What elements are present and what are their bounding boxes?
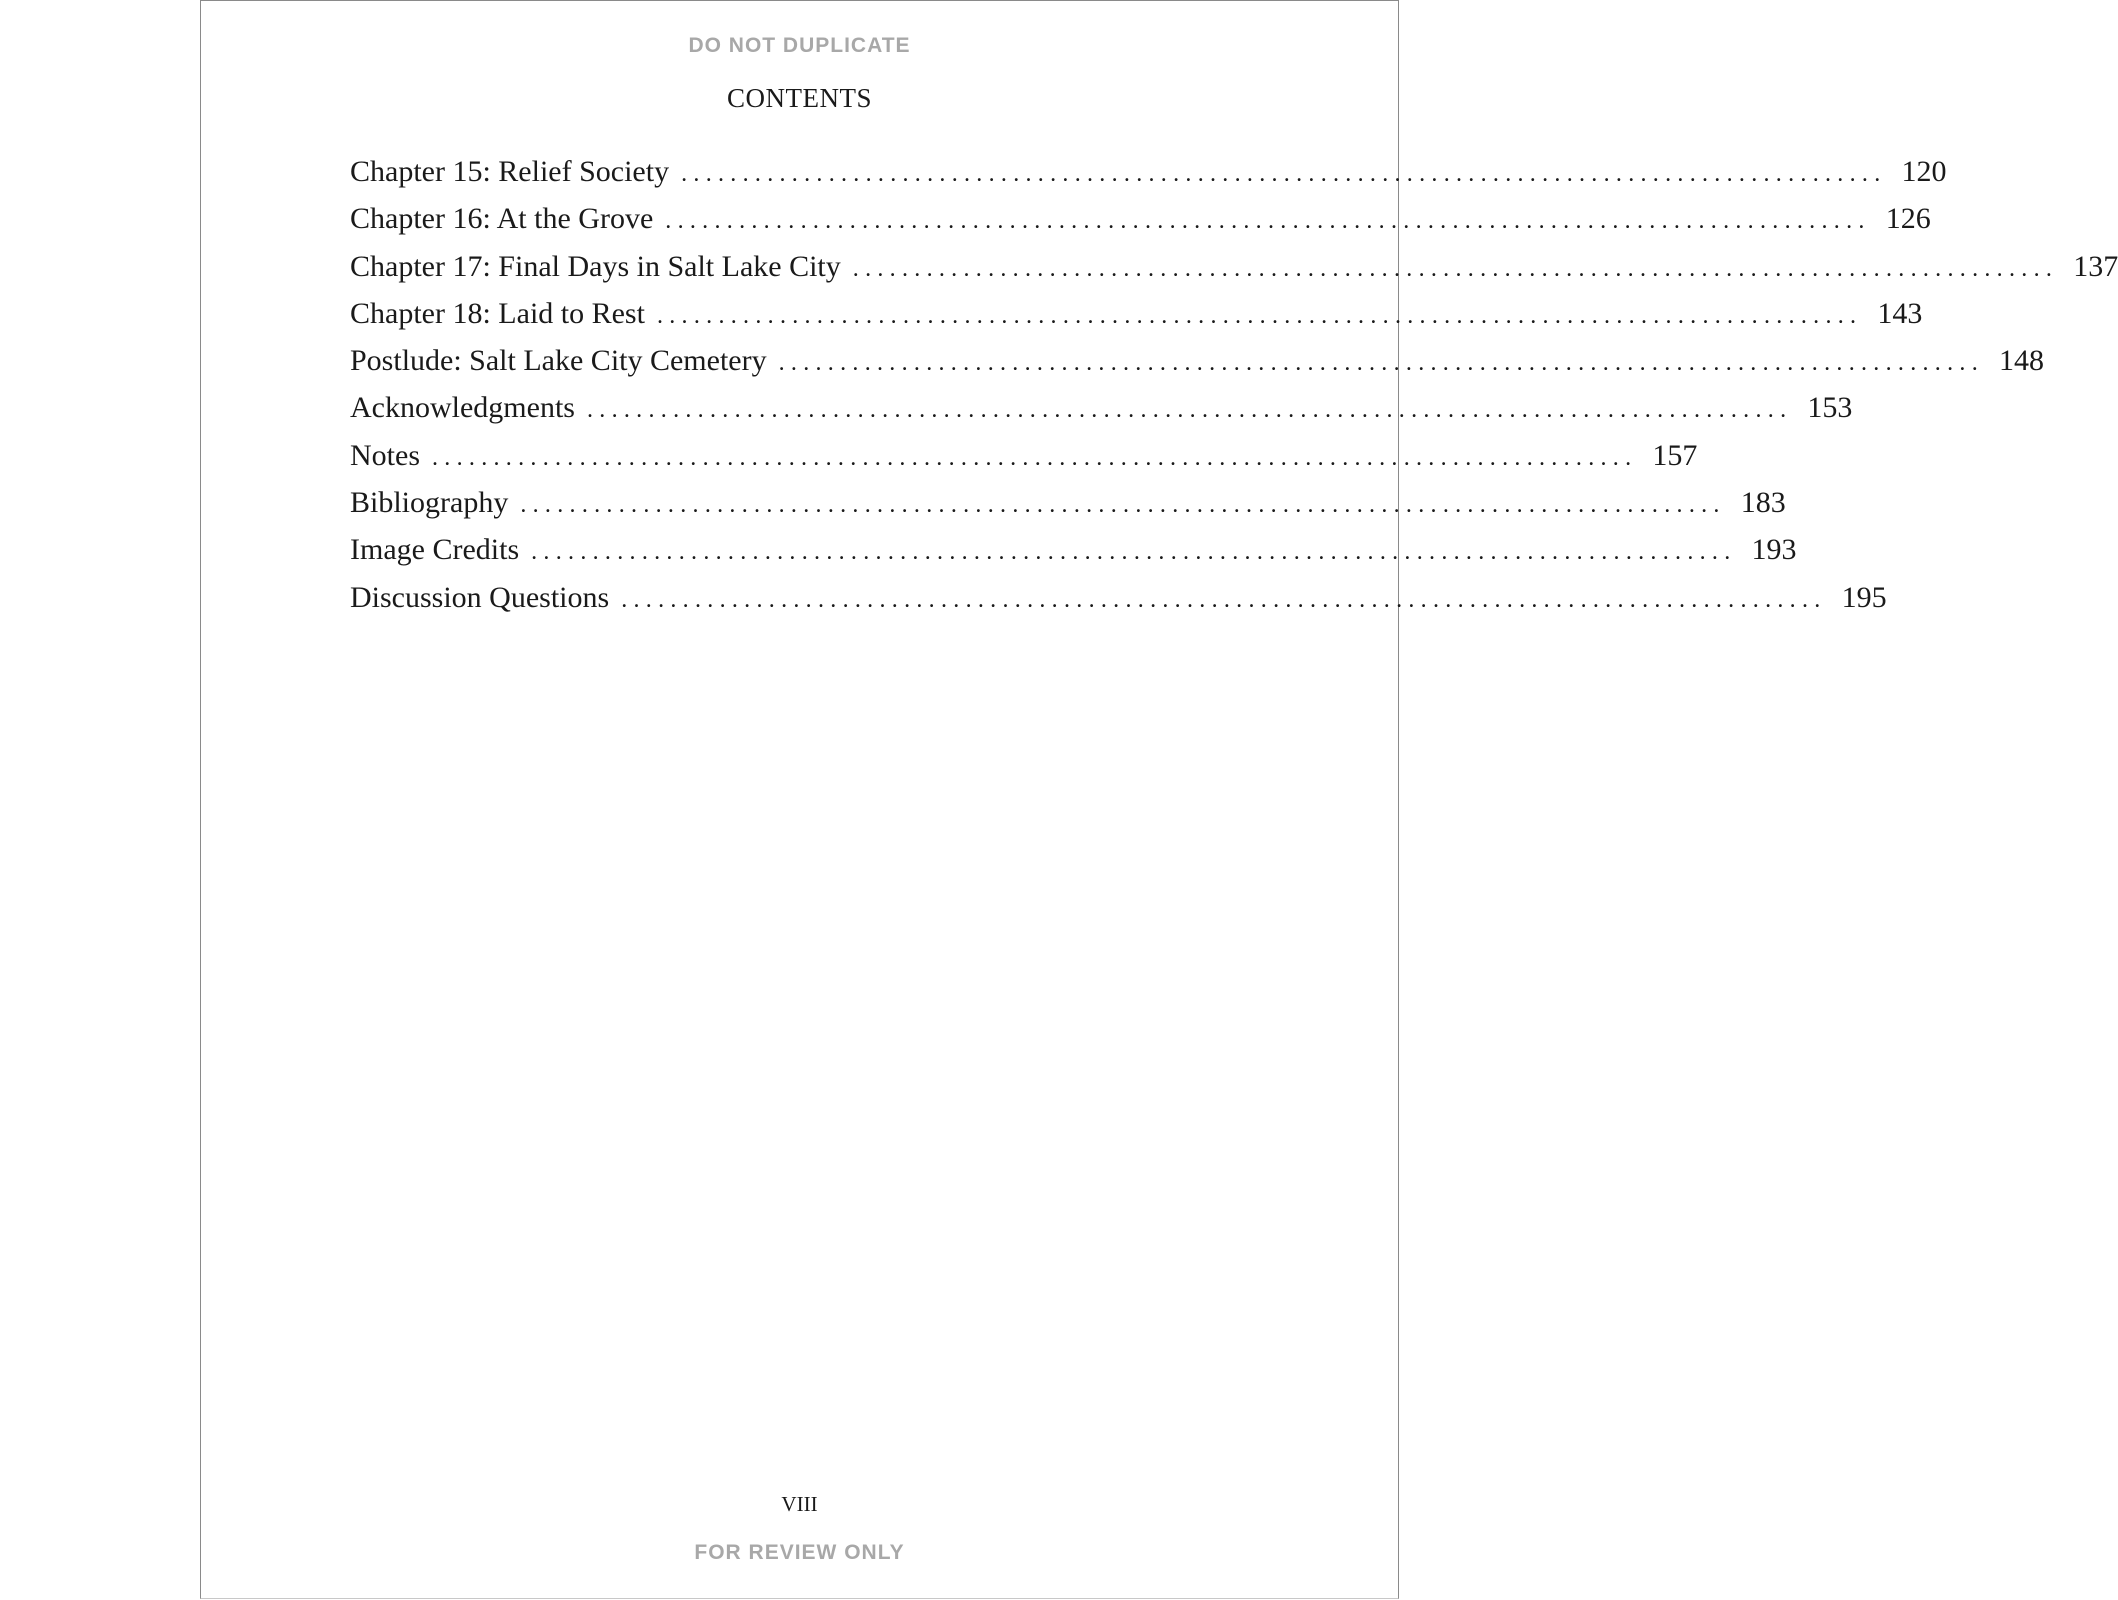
- toc-entry-page: 120: [1901, 155, 1947, 188]
- toc-entry-page: 153: [1807, 391, 1853, 425]
- toc-entry[interactable]: [350, 391, 1853, 438]
- toc-entry-title: Postlude: Salt Lake City Cemetery: [350, 344, 767, 378]
- toc-entry-title: Notes: [350, 438, 420, 472]
- dot-leader: ..................................................................................................: [586, 397, 1793, 424]
- toc-entry[interactable]: [350, 344, 2045, 391]
- toc-entry-title: Bibliography: [350, 486, 509, 520]
- dot-leader: ..................................................................................................: [778, 350, 1985, 377]
- toc-entry[interactable]: [350, 155, 1947, 202]
- toc-entry-page: 148: [1999, 344, 2045, 378]
- toc-entry[interactable]: [350, 580, 1887, 628]
- dot-leader: ..................................................................................................: [656, 302, 1863, 329]
- dot-leader: ..................................................................................................: [621, 586, 1827, 613]
- toc-entry-title: Chapter 17: Final Days in Salt Lake City: [350, 249, 841, 283]
- toc-entry-page: 126: [1885, 202, 1931, 236]
- dot-leader: ..................................................................................................: [665, 208, 1871, 235]
- toc-entry-page: 195: [1841, 580, 1887, 614]
- toc-entry[interactable]: [350, 486, 1786, 533]
- watermark-top: DO NOT DUPLICATE: [688, 34, 911, 57]
- toc-entry[interactable]: [350, 438, 1698, 486]
- toc-entry[interactable]: [350, 249, 2118, 297]
- document-page: [200, 0, 2118, 1599]
- toc-entry-title: Image Credits: [350, 533, 520, 567]
- watermark-bottom: FOR REVIEW ONLY: [694, 1541, 905, 1564]
- dot-leader: ..................................................................................................: [432, 444, 1638, 471]
- toc-entry-page: 143: [1877, 296, 1923, 330]
- toc-entry[interactable]: [350, 296, 1923, 344]
- toc-entry-page: 137: [2073, 249, 2118, 283]
- table-of-contents: [350, 155, 2118, 628]
- dot-leader: ..................................................................................................: [681, 161, 1887, 187]
- toc-entry-title: Acknowledgments: [350, 391, 575, 425]
- toc-entry-title: Discussion Questions: [350, 580, 610, 614]
- toc-entry-title: Chapter 18: Laid to Rest: [350, 296, 645, 330]
- toc-entry-title: Chapter 15: Relief Society: [350, 155, 670, 188]
- dot-leader: ..................................................................................................: [852, 255, 2059, 282]
- toc-entry-page: 193: [1751, 533, 1797, 567]
- page-title: CONTENTS: [727, 83, 872, 113]
- dot-leader: ..................................................................................................: [531, 539, 1737, 566]
- toc-entry[interactable]: [350, 533, 1797, 580]
- dot-leader: ..................................................................................................: [520, 492, 1726, 519]
- toc-entry[interactable]: [350, 202, 1931, 249]
- toc-entry-page: 157: [1652, 438, 1698, 472]
- toc-entry-title: Chapter 16: At the Grove: [350, 202, 654, 236]
- page-number: VIII: [781, 1492, 818, 1516]
- toc-entry-page: 183: [1740, 486, 1786, 520]
